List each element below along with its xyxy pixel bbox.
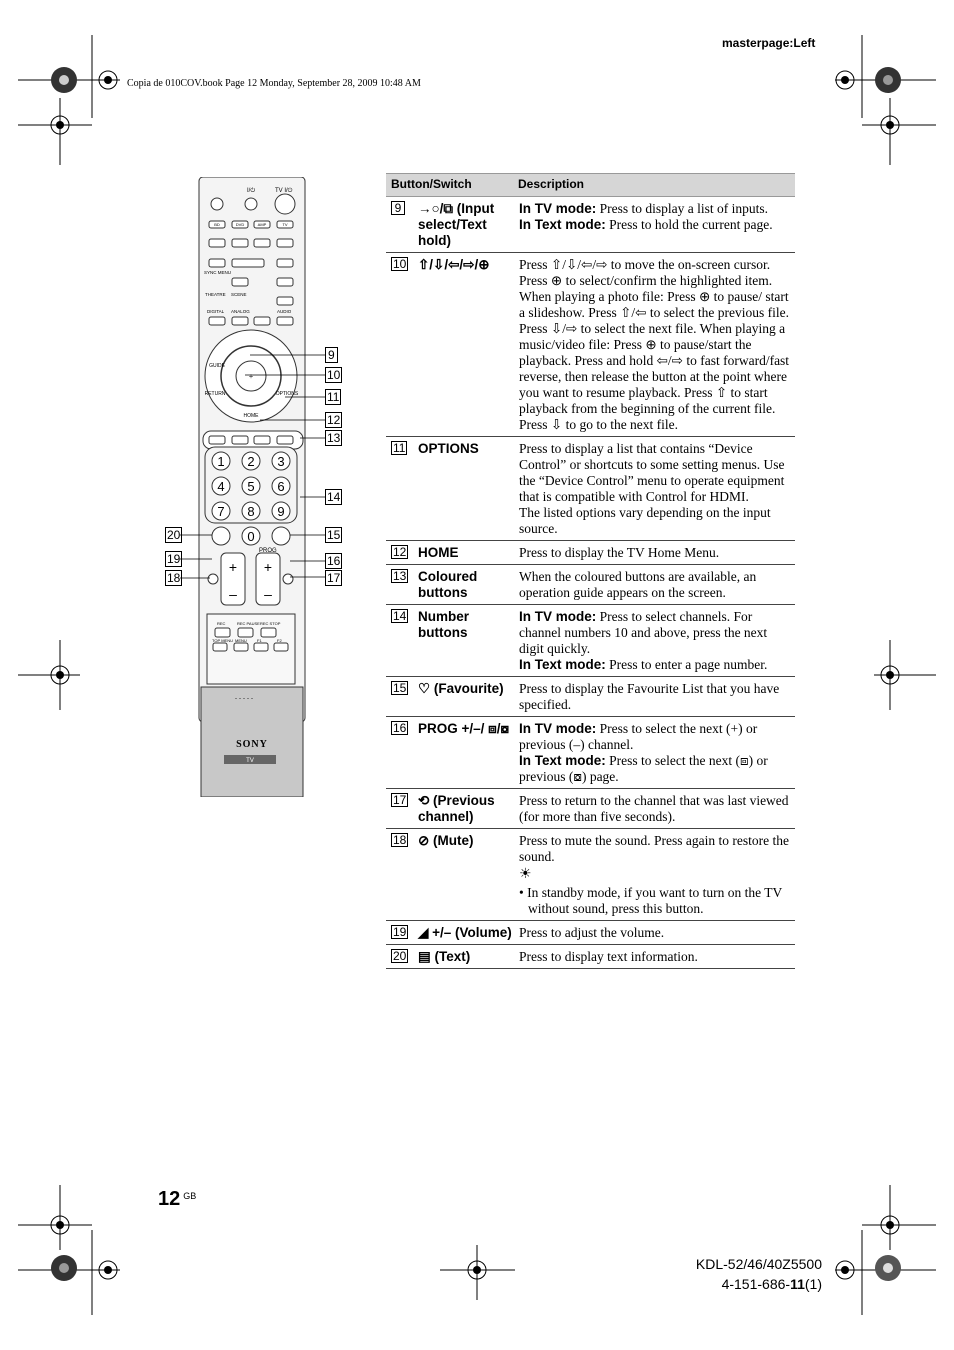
row-number-value: 15 xyxy=(393,681,407,695)
svg-text:+: + xyxy=(263,559,273,575)
options-label: OPTIONS xyxy=(275,391,299,397)
sync-menu-label: SYNC MENU xyxy=(204,270,232,275)
return-label: RETURN xyxy=(204,391,226,397)
row-number-value: 10 xyxy=(393,257,407,271)
row-number xyxy=(391,925,409,941)
row-button-name: ◢ +/– (Volume) xyxy=(418,925,512,940)
row-number xyxy=(391,949,409,965)
table-row xyxy=(386,921,795,945)
row-description xyxy=(519,569,795,601)
desc-d2: Press to enter a page number. xyxy=(605,657,768,672)
digit-3: 3 xyxy=(277,454,285,469)
desc-d2b: In Text mode: xyxy=(519,753,606,768)
top-menu-label: TOP MENU xyxy=(212,638,233,643)
tip-lightbulb-icon: ☀ xyxy=(519,867,532,882)
callout-19: 19 xyxy=(167,552,181,566)
analog-label: ANALOG xyxy=(231,309,250,314)
callout-14: 14 xyxy=(327,490,341,504)
row-number xyxy=(391,257,409,433)
button-description-table xyxy=(386,173,795,969)
callout-10: 10 xyxy=(327,368,341,382)
row-button-name: ⊘ (Mute) xyxy=(418,833,474,848)
desc-d2b: In Text mode: xyxy=(519,217,606,232)
digit-8: 8 xyxy=(247,504,255,519)
desc-d2: Press to select the next (⧈) or previous (⧇) page. xyxy=(519,753,768,784)
menu-label: MENU xyxy=(235,638,247,643)
svg-text:–: – xyxy=(229,586,237,602)
row-description xyxy=(519,833,795,917)
svg-text:.....: ..... xyxy=(235,692,255,701)
remote-callouts xyxy=(160,340,350,590)
f1-label: F1 xyxy=(257,638,262,643)
header-description: Description xyxy=(518,177,585,191)
rec-pause-label: REC PAUSE xyxy=(237,621,260,626)
table-row xyxy=(386,717,795,789)
bd-label: BD xyxy=(214,222,220,227)
row-description xyxy=(519,257,795,433)
desc-tip: • In standby mode, if you want to turn on the TV without sound, press this button. xyxy=(519,885,782,916)
rec-label: REC xyxy=(217,621,226,626)
page-number xyxy=(158,1188,196,1211)
row-button-name: OPTIONS xyxy=(418,441,479,456)
desc-d1: Press to adjust the volume. xyxy=(519,925,665,940)
desc-d1: Press to display a list that contains “Device Control” or shortcuts to some setting menus. Use the “Device Control” menu to operate equipment that is compatible with Control for HDMI. xyxy=(519,441,785,504)
row-number-value: 13 xyxy=(393,569,407,583)
row-number-value: 14 xyxy=(393,609,407,623)
row-number xyxy=(391,721,409,785)
row-description xyxy=(519,721,795,785)
digit-0: 0 xyxy=(247,529,255,544)
desc-d1: Press to display a list of inputs. xyxy=(596,201,768,216)
model-number: KDL-52/46/40Z5500 xyxy=(695,1256,822,1272)
sony-brand: SONY xyxy=(236,739,268,750)
row-description xyxy=(519,925,795,941)
row-number xyxy=(391,201,409,249)
table-row xyxy=(386,197,795,253)
desc-d2b: In Text mode: xyxy=(519,657,606,672)
audio-label: AUDIO xyxy=(277,309,292,314)
digit-5: 5 xyxy=(247,479,255,494)
desc-d1b: In TV mode: xyxy=(519,201,597,216)
row-button-name: ▤ (Text) xyxy=(418,949,471,964)
row-number xyxy=(391,569,409,601)
part-number-bold: 11 xyxy=(790,1276,805,1292)
masterpage-label: masterpage:Left xyxy=(722,36,816,50)
tv-power-label: TV I/⏻ xyxy=(275,188,293,194)
row-button-name: ⇧/⇩/⇦/⇨/⊕ xyxy=(418,257,490,272)
guide-label: GUIDE xyxy=(209,363,225,369)
row-number xyxy=(391,793,409,825)
desc-d1b: In TV mode: xyxy=(519,721,597,736)
row-button-name: PROG +/–/ ⧈/⧇ xyxy=(418,721,510,736)
tv-source-label: TV xyxy=(282,222,288,227)
table-row xyxy=(386,437,795,541)
row-description xyxy=(519,441,795,537)
callout-17: 17 xyxy=(327,571,341,585)
callout-16: 16 xyxy=(327,554,341,568)
table-row xyxy=(386,253,795,437)
callout-9: 9 xyxy=(325,347,338,363)
desc-d1: Press to display the TV Home Menu. xyxy=(519,545,720,560)
row-number-value: 12 xyxy=(393,545,407,559)
book-info-line: Copia de 010COV.book Page 12 Monday, September 28, 2009 10:48 AM xyxy=(127,78,421,89)
callout-15: 15 xyxy=(327,528,341,542)
row-description xyxy=(519,545,795,561)
row-number xyxy=(391,833,409,917)
callout-20: 20 xyxy=(167,528,181,542)
row-button-name: →○/⧉ (Input select/Text hold) xyxy=(418,201,495,248)
row-number-value: 19 xyxy=(393,925,407,939)
row-number-value: 17 xyxy=(393,793,407,807)
callout-18: 18 xyxy=(167,571,181,585)
digit-4: 4 xyxy=(217,479,225,494)
desc-d1: Press to return to the channel that was last viewed (for more than five seconds). xyxy=(519,793,789,824)
desc-d1: Press ⇧/⇩/⇦/⇨ to move the on-screen cursor. Press ⊕ to select/confirm the highlighted item. When playing a photo file: Press ⊕ to pause/ start a slideshow. Press ⇧/⇦ to select the previous file. Press ⇩/⇨ to select the next file. When playing a music/video file: Press ⊕ to pause/start the playback. Press and hold ⇦/⇨ to fast forward/fast reverse, then release the button at the point where you want to resume playback. Press ⇧ to start playback from the beginning of the current file. Press ⇩ to go to the next file. xyxy=(519,257,790,432)
table-row xyxy=(386,677,795,717)
digit-9: 9 xyxy=(277,504,285,519)
desc-d1: Press to display text information. xyxy=(519,949,698,964)
page-number-value: 12 xyxy=(158,1188,181,1210)
part-number-prefix: 4-151-686- xyxy=(721,1276,791,1292)
page-suffix: GB xyxy=(183,1191,197,1201)
svg-text:+: + xyxy=(248,372,254,381)
scene-label: SCENE xyxy=(231,292,247,297)
digital-label: DIGITAL xyxy=(207,309,225,314)
desc-d1b: In TV mode: xyxy=(519,609,597,624)
theatre-label: THEATRE xyxy=(205,292,226,297)
table-row xyxy=(386,541,795,565)
table-row xyxy=(386,789,795,829)
row-number-value: 9 xyxy=(391,201,405,215)
power-label: I/⏻ xyxy=(247,188,256,194)
callout-13: 13 xyxy=(327,431,341,445)
row-description xyxy=(519,201,795,249)
row-number-value: 16 xyxy=(393,721,407,735)
row-description xyxy=(519,949,795,965)
row-number xyxy=(391,545,409,561)
desc-d2: The listed options vary depending on the input source. xyxy=(519,505,771,536)
table-row xyxy=(386,829,795,921)
row-button-name: Number buttons xyxy=(418,609,470,640)
table-row xyxy=(386,945,795,969)
row-button-name: ⟲ (Previous channel) xyxy=(418,793,495,824)
svg-text:–: – xyxy=(264,586,272,602)
row-number-value: 11 xyxy=(393,441,406,455)
amp-label: AMP xyxy=(257,222,267,227)
desc-d1: When the coloured buttons are available, an operation guide appears on the screen. xyxy=(519,569,757,600)
prog-label: PROG xyxy=(259,548,277,554)
tv-badge: TV xyxy=(246,758,254,764)
table-row xyxy=(386,605,795,677)
row-number xyxy=(391,441,409,537)
row-button-name: HOME xyxy=(418,545,459,560)
part-number xyxy=(722,1276,822,1292)
row-description xyxy=(519,793,795,825)
row-button-name: ♡ (Favourite) xyxy=(418,681,504,696)
callout-11: 11 xyxy=(327,390,340,404)
desc-d1: Press to display the Favourite List that you have specified. xyxy=(519,681,780,712)
row-number-value: 20 xyxy=(393,949,407,963)
desc-d1: Press to select channels. For channel numbers 10 and above, press the next digit quickly. xyxy=(519,609,768,656)
svg-text:+: + xyxy=(228,559,238,575)
desc-d1: Press to mute the sound. Press again to restore the sound. xyxy=(519,833,789,864)
row-description xyxy=(519,609,795,673)
dvd-label: DVD xyxy=(235,222,245,227)
callout-12: 12 xyxy=(327,413,341,427)
row-button-name: Coloured buttons xyxy=(418,569,478,600)
digit-2: 2 xyxy=(247,454,255,469)
row-number xyxy=(391,681,409,713)
rec-stop-label: REC STOP xyxy=(260,621,281,626)
row-description xyxy=(519,681,795,713)
digit-1: 1 xyxy=(217,454,225,469)
table-header xyxy=(386,173,795,197)
desc-d1: Press to select the next (+) or previous (–) channel. xyxy=(519,721,758,752)
row-number xyxy=(391,609,409,673)
f2-label: F2 xyxy=(277,638,282,643)
home-label: HOME xyxy=(243,413,259,419)
row-number-value: 18 xyxy=(393,833,407,847)
table-row xyxy=(386,565,795,605)
digit-7: 7 xyxy=(217,504,225,519)
desc-d2: Press to hold the current page. xyxy=(605,217,773,232)
part-number-tail: (1) xyxy=(804,1276,822,1292)
digit-6: 6 xyxy=(277,479,285,494)
header-button-switch: Button/Switch xyxy=(391,177,472,191)
